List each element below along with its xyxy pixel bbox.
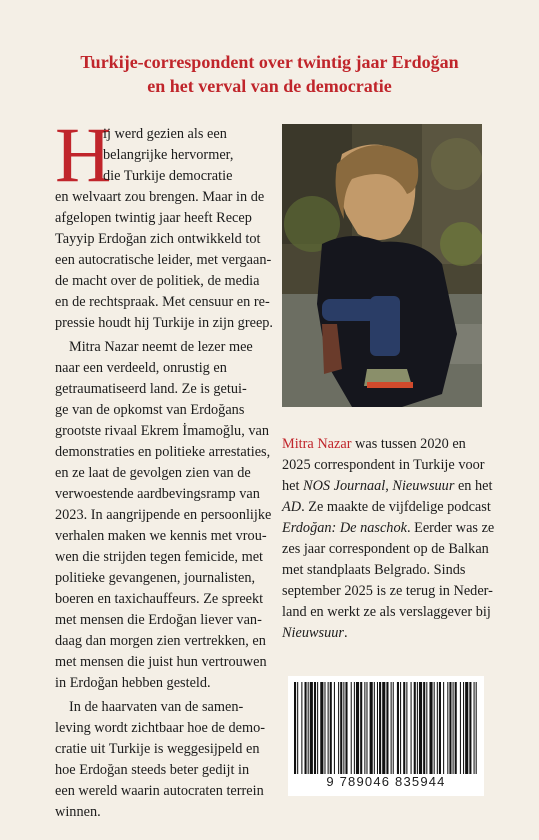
bio-text: het [282,478,304,494]
bio-line: september 2025 is ze terug in Neder- [282,583,493,599]
barcode-bar [423,682,425,774]
barcode-bar [374,682,375,774]
bio-italic: Erdoğan: De naschok [282,520,407,536]
barcode-bar [356,682,359,774]
barcode-bar [297,682,298,774]
blurb-line: in Erdoğan hebben gesteld. [55,675,211,691]
blurb-line: In de haarvaten van de samen- [69,699,244,715]
barcode-bar [447,682,448,774]
barcode-bar [439,682,441,774]
barcode-bar [443,682,444,774]
bio-italic: NOS Journaal [303,478,386,494]
barcode-bar [305,682,307,774]
barcode-bar [417,682,418,774]
barcode-bar [366,682,367,774]
bio-line: 2025 correspondent in Turkije voor [282,457,485,473]
barcode-bar [382,682,385,774]
barcode-bar [469,682,471,774]
author-name: Mitra Nazar [282,436,352,452]
blurb-line: afgelopen twintig jaar heeft Recep [55,210,252,226]
barcode-bar [301,682,302,774]
blurb-line: verhalen maken we kennis met vrou- [55,528,267,544]
barcode-bar [406,682,407,774]
barcode-bar [453,682,454,774]
blurb-line: en de rechtspraak. Met censuur en re- [55,294,270,310]
bio-text: . Eerder was ze [406,520,495,536]
barcode [288,676,484,796]
isbn-number: 9 789046 835944 [326,774,446,789]
barcode-bar [360,682,362,774]
barcode-bar [460,682,461,774]
barcode-bar [364,682,365,774]
blurb-line: met mensen die Erdoğan liever van- [55,612,262,628]
barcode-bar [343,682,344,774]
barcode-bar [397,682,399,774]
blurb-line: daag dan morgen zien vertrekken, en [55,633,266,649]
barcode-bar [345,682,347,774]
barcode-bar [403,682,405,774]
barcode-bar [414,682,416,774]
blurb-line: demonstraties en politieke arrestaties, [55,444,271,460]
author-photo-illustration [282,124,482,407]
barcode-bar [449,682,451,774]
barcode-bar [370,682,373,774]
blurb-line: boeren en taxichauffeurs. Ze spreekt [55,591,264,607]
tagline [0,50,539,98]
bio-text: was tussen 2020 en [351,436,466,452]
barcode-bar [354,682,355,774]
barcode-bar [476,682,477,774]
blurb-line: grootste rivaal Ekrem İmamoğlu, van [55,423,269,439]
barcode-bar [411,682,412,774]
bio-line: met standplaats Belgrado. Sinds [282,562,466,578]
barcode-bar [324,682,325,774]
barcode-bar [330,682,332,774]
blurb-line: hoe Erdoğan steeds beter gedijt in [55,762,250,778]
barcode-bar [328,682,329,774]
barcode-bar [294,682,296,774]
barcode-bar [338,682,339,774]
drop-cap: H [55,111,112,198]
barcode-bar [386,682,388,774]
tagline-line-2: en het verval van de democratie [147,76,392,96]
blurb-line: naar een verdeeld, onrustig en [55,360,227,376]
barcode-bar [320,682,323,774]
blurb-line: politieke gevangenen, journalisten, [55,570,256,586]
blurb-line: een autocratische leider, met vergaan- [55,252,272,268]
blurb-line: ij werd gezien als een [103,126,227,142]
barcode-bar [400,682,401,774]
blurb-line: winnen. [55,804,101,820]
barcode-bar [465,682,468,774]
blurb-line: cratie uit Turkije is weggesijpeld en [55,741,260,757]
blurb-text [55,111,274,823]
barcode-bar [314,682,316,774]
barcode-bar [317,682,318,774]
bio-italic: AD [282,499,302,515]
barcode-bar [379,682,381,774]
blurb-line: die Turkije democratie [103,168,233,184]
author-photo [282,124,482,407]
bio-line: land en werkt ze als verslaggever bij [282,604,491,620]
barcode-bar [351,682,352,774]
barcode-bar [463,682,464,774]
bio-text: . [343,625,348,641]
tagline-line-1: Turkije-correspondent over twintig jaar Erdoğan [80,52,459,72]
barcode-bar [340,682,342,774]
bio-italic: Nieuwsuur [282,625,344,641]
bio-text: en het [454,478,493,494]
blurb-line: wen die strijden tegen femicide, met [55,549,264,565]
barcode-bars [294,682,478,774]
barcode-bar [426,682,427,774]
bio-line: zes jaar correspondent op de Balkan [282,541,489,557]
blurb-line: met mensen die juist hun vertrouwen [55,654,267,670]
barcode-bar [308,682,309,774]
blurb-line: een wereld waarin autocraten terrein [55,783,264,799]
barcode-bar [393,682,394,774]
bio-text: . Ze maakte de vijfdelige podcast [301,499,491,515]
blurb-line: leving wordt zichtbaar hoe de demo- [55,720,266,736]
blurb-line: getraumatiseerd land. Ze is getui- [55,381,247,397]
blurb-line: belangrijke hervormer, [103,147,234,163]
blurb-line: en welvaart zou brengen. Maar in de [55,189,265,205]
blurb-line: 2023. In aangrijpende en persoonlijke [55,507,272,523]
blurb-line: verwoestende aardbevingsramp van [55,486,260,502]
blurb-line: de macht over de politiek, de media [55,273,260,289]
barcode-bar [474,682,475,774]
barcode-bar [377,682,378,774]
blurb-line: Mitra Nazar neemt de lezer mee [69,339,253,355]
barcode-bar [437,682,438,774]
bio-text: , [385,478,393,494]
barcode-bar [419,682,422,774]
blurb-line: Tayyip Erdoğan zich ontwikkeld tot [55,231,261,247]
bio-italic: Nieuwsuur [392,478,455,494]
barcode-bar [434,682,435,774]
author-bio [282,434,495,644]
barcode-bar [310,682,313,774]
barcode-bar [429,682,432,774]
blurb-line: pressie houdt hij Turkije in zijn greep. [55,315,274,331]
barcode-bar [391,682,392,774]
barcode-bar [334,682,335,774]
barcode-bar [455,682,457,774]
blurb-line: en ze laat de gevolgen zien van de [55,465,251,481]
blurb-line: ge van de opkomst van Erdoğans [55,402,245,418]
